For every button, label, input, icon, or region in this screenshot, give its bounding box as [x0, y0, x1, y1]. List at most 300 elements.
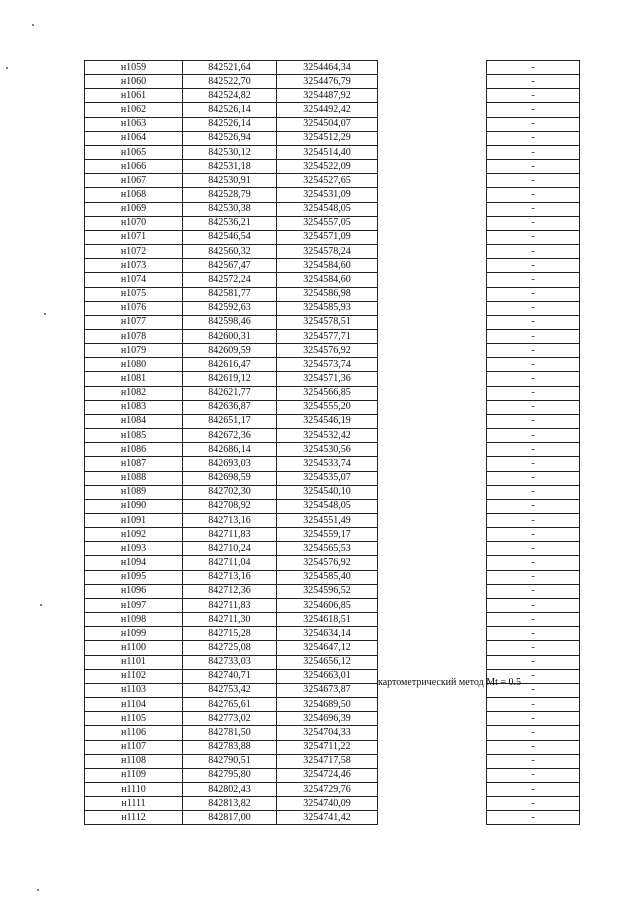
table-row: [85, 698, 580, 712]
point-id-cell: н1101: [85, 655, 183, 669]
y-coordinate-cell: 3254729,76: [277, 782, 378, 796]
y-coordinate-cell: 3254531,09: [277, 188, 378, 202]
point-id-cell: н1066: [85, 160, 183, 174]
x-coordinate-cell: 842765,61: [183, 698, 277, 712]
accuracy-cell: -: [487, 386, 580, 400]
method-note-cell: [378, 273, 487, 287]
accuracy-cell: -: [487, 358, 580, 372]
accuracy-cell: -: [487, 683, 580, 697]
y-coordinate-cell: 3254573,74: [277, 358, 378, 372]
method-note-cell: [378, 514, 487, 528]
accuracy-cell: -: [487, 188, 580, 202]
method-note-cell: [378, 131, 487, 145]
accuracy-cell: -: [487, 301, 580, 315]
method-note-cell: [378, 216, 487, 230]
point-id-cell: н1077: [85, 315, 183, 329]
x-coordinate-cell: 842790,51: [183, 754, 277, 768]
y-coordinate-cell: 3254557,05: [277, 216, 378, 230]
table-row: [85, 202, 580, 216]
x-coordinate-cell: 842711,30: [183, 613, 277, 627]
accuracy-cell: -: [487, 61, 580, 75]
accuracy-cell: -: [487, 499, 580, 513]
method-note-cell: [378, 202, 487, 216]
accuracy-cell: -: [487, 400, 580, 414]
accuracy-cell: -: [487, 160, 580, 174]
x-coordinate-cell: 842609,59: [183, 344, 277, 358]
point-id-cell: н1070: [85, 216, 183, 230]
accuracy-cell: -: [487, 471, 580, 485]
x-coordinate-cell: 842813,82: [183, 797, 277, 811]
x-coordinate-cell: 842530,91: [183, 174, 277, 188]
table-row: [85, 754, 580, 768]
x-coordinate-cell: 842521,64: [183, 61, 277, 75]
accuracy-cell: -: [487, 443, 580, 457]
y-coordinate-cell: 3254618,51: [277, 613, 378, 627]
x-coordinate-cell: 842616,47: [183, 358, 277, 372]
x-coordinate-cell: 842708,92: [183, 499, 277, 513]
table-row: [85, 61, 580, 75]
y-coordinate-cell: 3254741,42: [277, 811, 378, 825]
y-coordinate-cell: 3254487,92: [277, 89, 378, 103]
x-coordinate-cell: 842536,21: [183, 216, 277, 230]
y-coordinate-cell: 3254522,09: [277, 160, 378, 174]
table-row: [85, 669, 580, 683]
scan-speck: [32, 24, 34, 26]
y-coordinate-cell: 3254504,07: [277, 117, 378, 131]
method-note-cell: [378, 358, 487, 372]
method-note-cell: [378, 627, 487, 641]
point-id-cell: н1094: [85, 556, 183, 570]
y-coordinate-cell: 3254711,22: [277, 740, 378, 754]
accuracy-cell: -: [487, 768, 580, 782]
method-note-cell: [378, 344, 487, 358]
y-coordinate-cell: 3254533,74: [277, 457, 378, 471]
method-note-cell: [378, 782, 487, 796]
table-row: [85, 75, 580, 89]
table-row: [85, 570, 580, 584]
method-note-cell: [378, 768, 487, 782]
table-row: [85, 584, 580, 598]
table-row: [85, 782, 580, 796]
point-id-cell: н1098: [85, 613, 183, 627]
accuracy-cell: -: [487, 230, 580, 244]
point-id-cell: н1071: [85, 230, 183, 244]
point-id-cell: н1083: [85, 400, 183, 414]
point-id-cell: н1102: [85, 669, 183, 683]
table-row: [85, 273, 580, 287]
method-note-cell: [378, 641, 487, 655]
table-row: [85, 556, 580, 570]
point-id-cell: н1096: [85, 584, 183, 598]
method-note-cell: [378, 485, 487, 499]
point-id-cell: н1097: [85, 598, 183, 612]
y-coordinate-cell: 3254673,87: [277, 683, 378, 697]
method-note-cell: [378, 329, 487, 343]
point-id-cell: н1068: [85, 188, 183, 202]
y-coordinate-cell: 3254740,09: [277, 797, 378, 811]
accuracy-cell: -: [487, 259, 580, 273]
accuracy-cell: -: [487, 245, 580, 259]
y-coordinate-cell: 3254548,05: [277, 202, 378, 216]
method-note-cell: [378, 117, 487, 131]
method-note-cell: [378, 655, 487, 669]
point-id-cell: н1090: [85, 499, 183, 513]
x-coordinate-cell: 842753,42: [183, 683, 277, 697]
method-note-cell: [378, 740, 487, 754]
accuracy-cell: -: [487, 726, 580, 740]
y-coordinate-cell: 3254586,98: [277, 287, 378, 301]
x-coordinate-cell: 842712,36: [183, 584, 277, 598]
y-coordinate-cell: 3254551,49: [277, 514, 378, 528]
x-coordinate-cell: 842672,36: [183, 429, 277, 443]
x-coordinate-cell: 842524,82: [183, 89, 277, 103]
point-id-cell: н1081: [85, 372, 183, 386]
table-row: [85, 230, 580, 244]
point-id-cell: н1078: [85, 329, 183, 343]
accuracy-cell: -: [487, 216, 580, 230]
y-coordinate-cell: 3254596,52: [277, 584, 378, 598]
table-row: [85, 811, 580, 825]
table-row: [85, 414, 580, 428]
table-row: [85, 386, 580, 400]
y-coordinate-cell: 3254566,85: [277, 386, 378, 400]
point-id-cell: н1064: [85, 131, 183, 145]
y-coordinate-cell: 3254548,05: [277, 499, 378, 513]
table-row: [85, 514, 580, 528]
accuracy-cell: -: [487, 89, 580, 103]
point-id-cell: н1076: [85, 301, 183, 315]
x-coordinate-cell: 842651,17: [183, 414, 277, 428]
method-note-cell: [378, 259, 487, 273]
method-note-cell: [378, 372, 487, 386]
y-coordinate-cell: 3254571,36: [277, 372, 378, 386]
point-id-cell: н1105: [85, 712, 183, 726]
y-coordinate-cell: 3254584,60: [277, 273, 378, 287]
accuracy-cell: -: [487, 131, 580, 145]
x-coordinate-cell: 842600,31: [183, 329, 277, 343]
table-row: [85, 358, 580, 372]
method-note-cell: [378, 89, 487, 103]
point-id-cell: н1061: [85, 89, 183, 103]
y-coordinate-cell: 3254540,10: [277, 485, 378, 499]
y-coordinate-cell: 3254555,20: [277, 400, 378, 414]
accuracy-cell: -: [487, 782, 580, 796]
coordinates-table-body: [85, 61, 580, 825]
accuracy-cell: -: [487, 457, 580, 471]
point-id-cell: н1092: [85, 528, 183, 542]
table-row: [85, 400, 580, 414]
table-row: [85, 613, 580, 627]
table-row: [85, 598, 580, 612]
accuracy-cell: -: [487, 655, 580, 669]
x-coordinate-cell: 842636,87: [183, 400, 277, 414]
method-note-cell: [378, 584, 487, 598]
x-coordinate-cell: 842795,80: [183, 768, 277, 782]
table-row: [85, 457, 580, 471]
x-coordinate-cell: 842526,94: [183, 131, 277, 145]
x-coordinate-cell: 842522,70: [183, 75, 277, 89]
point-id-cell: н1112: [85, 811, 183, 825]
method-note-cell: картометрический метод Mt = 0.5: [378, 669, 487, 697]
accuracy-cell: -: [487, 528, 580, 542]
y-coordinate-cell: 3254512,29: [277, 131, 378, 145]
y-coordinate-cell: 3254576,92: [277, 556, 378, 570]
y-coordinate-cell: 3254527,65: [277, 174, 378, 188]
point-id-cell: н1095: [85, 570, 183, 584]
table-row: [85, 740, 580, 754]
method-note-cell: [378, 712, 487, 726]
accuracy-cell: -: [487, 556, 580, 570]
point-id-cell: н1072: [85, 245, 183, 259]
accuracy-cell: -: [487, 117, 580, 131]
accuracy-cell: -: [487, 202, 580, 216]
x-coordinate-cell: 842740,71: [183, 669, 277, 683]
method-note-cell: [378, 754, 487, 768]
point-id-cell: н1084: [85, 414, 183, 428]
x-coordinate-cell: 842693,03: [183, 457, 277, 471]
method-note-cell: [378, 315, 487, 329]
accuracy-cell: -: [487, 698, 580, 712]
y-coordinate-cell: 3254634,14: [277, 627, 378, 641]
x-coordinate-cell: 842733,03: [183, 655, 277, 669]
point-id-cell: н1091: [85, 514, 183, 528]
x-coordinate-cell: 842781,50: [183, 726, 277, 740]
x-coordinate-cell: 842783,88: [183, 740, 277, 754]
accuracy-cell: -: [487, 414, 580, 428]
table-row: [85, 315, 580, 329]
point-id-cell: н1063: [85, 117, 183, 131]
table-row: [85, 160, 580, 174]
point-id-cell: н1106: [85, 726, 183, 740]
table-row: [85, 344, 580, 358]
table-row: [85, 89, 580, 103]
point-id-cell: н1110: [85, 782, 183, 796]
x-coordinate-cell: 842560,32: [183, 245, 277, 259]
y-coordinate-cell: 3254584,60: [277, 259, 378, 273]
point-id-cell: н1060: [85, 75, 183, 89]
table-row: [85, 245, 580, 259]
table-row: [85, 329, 580, 343]
accuracy-cell: -: [487, 315, 580, 329]
table-row: [85, 471, 580, 485]
accuracy-cell: -: [487, 570, 580, 584]
method-note-cell: [378, 174, 487, 188]
table-row: [85, 485, 580, 499]
y-coordinate-cell: 3254546,19: [277, 414, 378, 428]
accuracy-cell: -: [487, 174, 580, 188]
method-note-cell: [378, 556, 487, 570]
scan-speck: [44, 313, 46, 315]
y-coordinate-cell: 3254565,53: [277, 542, 378, 556]
x-coordinate-cell: 842567,47: [183, 259, 277, 273]
y-coordinate-cell: 3254606,85: [277, 598, 378, 612]
table-row: [85, 655, 580, 669]
accuracy-cell: -: [487, 740, 580, 754]
table-row: [85, 542, 580, 556]
y-coordinate-cell: 3254576,92: [277, 344, 378, 358]
table-row: [85, 499, 580, 513]
x-coordinate-cell: 842526,14: [183, 103, 277, 117]
table-row: [85, 429, 580, 443]
method-note-cell: [378, 598, 487, 612]
table-row: [85, 768, 580, 782]
y-coordinate-cell: 3254559,17: [277, 528, 378, 542]
accuracy-cell: -: [487, 669, 580, 683]
table-row: [85, 712, 580, 726]
y-coordinate-cell: 3254647,12: [277, 641, 378, 655]
point-id-cell: н1103: [85, 683, 183, 697]
table-row: [85, 528, 580, 542]
point-id-cell: н1088: [85, 471, 183, 485]
x-coordinate-cell: 842773,02: [183, 712, 277, 726]
scan-speck: [6, 67, 8, 69]
accuracy-cell: -: [487, 145, 580, 159]
y-coordinate-cell: 3254530,56: [277, 443, 378, 457]
y-coordinate-cell: 3254724,46: [277, 768, 378, 782]
point-id-cell: н1065: [85, 145, 183, 159]
accuracy-cell: -: [487, 754, 580, 768]
accuracy-cell: -: [487, 641, 580, 655]
table-row: [85, 301, 580, 315]
accuracy-cell: -: [487, 429, 580, 443]
x-coordinate-cell: 842530,38: [183, 202, 277, 216]
method-note-cell: [378, 726, 487, 740]
point-id-cell: н1111: [85, 797, 183, 811]
accuracy-cell: -: [487, 584, 580, 598]
point-id-cell: н1104: [85, 698, 183, 712]
method-note-cell: [378, 542, 487, 556]
table-row: [85, 174, 580, 188]
method-note-cell: [378, 160, 487, 174]
y-coordinate-cell: 3254696,39: [277, 712, 378, 726]
point-id-cell: н1074: [85, 273, 183, 287]
table-row: [85, 797, 580, 811]
method-note-cell: [378, 471, 487, 485]
y-coordinate-cell: 3254717,58: [277, 754, 378, 768]
method-note-cell: [378, 230, 487, 244]
coordinates-table: [84, 60, 580, 825]
table-row: [85, 145, 580, 159]
point-id-cell: н1109: [85, 768, 183, 782]
accuracy-cell: -: [487, 485, 580, 499]
accuracy-cell: -: [487, 712, 580, 726]
x-coordinate-cell: 842581,77: [183, 287, 277, 301]
accuracy-cell: -: [487, 103, 580, 117]
y-coordinate-cell: 3254663,01: [277, 669, 378, 683]
y-coordinate-cell: 3254578,24: [277, 245, 378, 259]
x-coordinate-cell: 842702,30: [183, 485, 277, 499]
method-note-cell: [378, 61, 487, 75]
point-id-cell: н1087: [85, 457, 183, 471]
y-coordinate-cell: 3254535,07: [277, 471, 378, 485]
y-coordinate-cell: 3254578,51: [277, 315, 378, 329]
point-id-cell: н1086: [85, 443, 183, 457]
table-row: [85, 103, 580, 117]
table-row: [85, 259, 580, 273]
method-note-cell: [378, 698, 487, 712]
accuracy-cell: -: [487, 344, 580, 358]
method-note-cell: [378, 301, 487, 315]
accuracy-cell: -: [487, 627, 580, 641]
x-coordinate-cell: 842530,12: [183, 145, 277, 159]
point-id-cell: н1080: [85, 358, 183, 372]
x-coordinate-cell: 842686,14: [183, 443, 277, 457]
y-coordinate-cell: 3254476,79: [277, 75, 378, 89]
point-id-cell: н1107: [85, 740, 183, 754]
table-row: [85, 188, 580, 202]
accuracy-cell: -: [487, 598, 580, 612]
table-row: [85, 443, 580, 457]
point-id-cell: н1099: [85, 627, 183, 641]
method-note-cell: [378, 528, 487, 542]
point-id-cell: н1067: [85, 174, 183, 188]
method-note-cell: [378, 287, 487, 301]
table-row: [85, 627, 580, 641]
x-coordinate-cell: 842802,43: [183, 782, 277, 796]
accuracy-cell: -: [487, 75, 580, 89]
table-row: [85, 641, 580, 655]
table-row: [85, 216, 580, 230]
point-id-cell: н1089: [85, 485, 183, 499]
point-id-cell: н1085: [85, 429, 183, 443]
x-coordinate-cell: 842711,04: [183, 556, 277, 570]
x-coordinate-cell: 842715,28: [183, 627, 277, 641]
accuracy-cell: -: [487, 613, 580, 627]
scan-speck: [37, 889, 39, 891]
point-id-cell: н1069: [85, 202, 183, 216]
x-coordinate-cell: 842698,59: [183, 471, 277, 485]
y-coordinate-cell: 3254464,34: [277, 61, 378, 75]
method-note-cell: [378, 797, 487, 811]
x-coordinate-cell: 842817,00: [183, 811, 277, 825]
x-coordinate-cell: 842572,24: [183, 273, 277, 287]
point-id-cell: н1073: [85, 259, 183, 273]
x-coordinate-cell: 842711,83: [183, 528, 277, 542]
x-coordinate-cell: 842725,08: [183, 641, 277, 655]
point-id-cell: н1079: [85, 344, 183, 358]
x-coordinate-cell: 842592,63: [183, 301, 277, 315]
point-id-cell: н1108: [85, 754, 183, 768]
point-id-cell: н1059: [85, 61, 183, 75]
point-id-cell: н1093: [85, 542, 183, 556]
method-note-cell: [378, 443, 487, 457]
table-row: [85, 726, 580, 740]
x-coordinate-cell: 842713,16: [183, 514, 277, 528]
method-note-cell: [378, 145, 487, 159]
point-id-cell: н1062: [85, 103, 183, 117]
method-note-cell: [378, 245, 487, 259]
y-coordinate-cell: 3254689,50: [277, 698, 378, 712]
y-coordinate-cell: 3254577,71: [277, 329, 378, 343]
method-note-cell: [378, 386, 487, 400]
table-row: [85, 131, 580, 145]
accuracy-cell: -: [487, 372, 580, 386]
accuracy-cell: -: [487, 542, 580, 556]
x-coordinate-cell: 842710,24: [183, 542, 277, 556]
method-note-cell: [378, 457, 487, 471]
y-coordinate-cell: 3254514,40: [277, 145, 378, 159]
y-coordinate-cell: 3254585,93: [277, 301, 378, 315]
y-coordinate-cell: 3254571,09: [277, 230, 378, 244]
accuracy-cell: -: [487, 287, 580, 301]
point-id-cell: н1100: [85, 641, 183, 655]
point-id-cell: н1075: [85, 287, 183, 301]
x-coordinate-cell: 842619,12: [183, 372, 277, 386]
accuracy-cell: -: [487, 514, 580, 528]
method-note-cell: [378, 499, 487, 513]
method-note-cell: [378, 429, 487, 443]
y-coordinate-cell: 3254585,40: [277, 570, 378, 584]
